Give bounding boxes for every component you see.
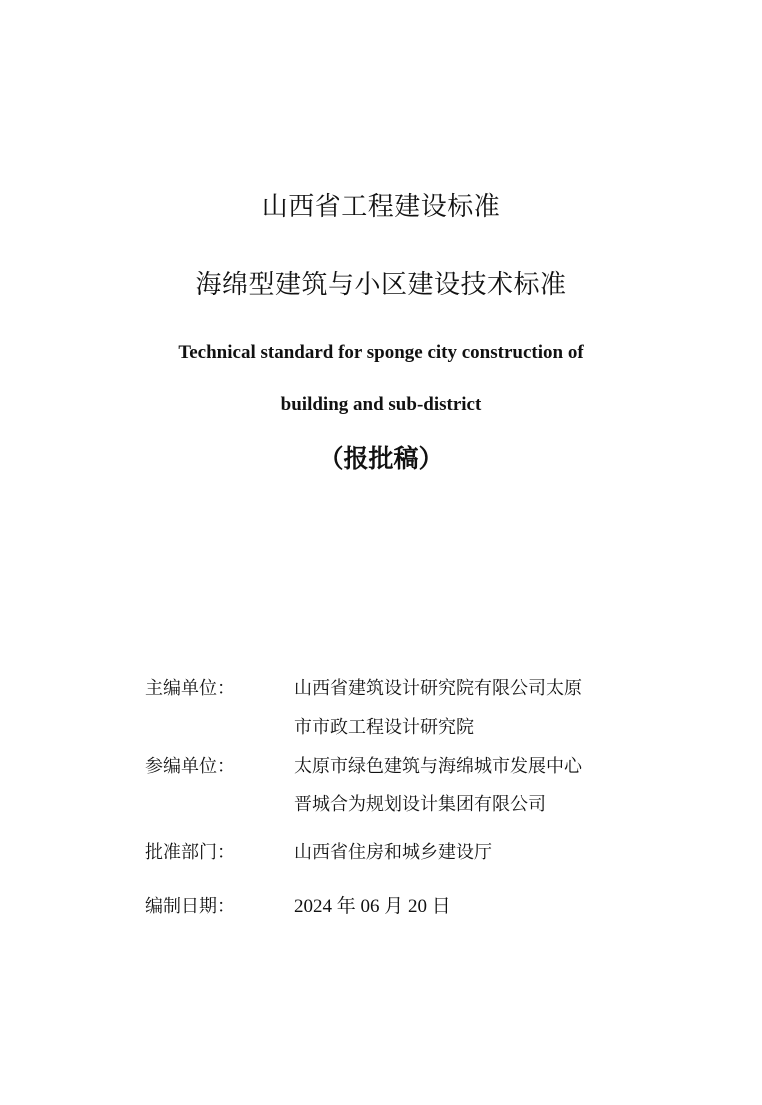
participating-editor-value-line2: 晋城合为规划设计集团有限公司	[294, 794, 546, 815]
draft-status: （报批稿）	[318, 444, 444, 473]
chief-editor-label: 主编单位：	[145, 678, 235, 699]
compilation-date-label: 编制日期：	[145, 896, 235, 917]
compilation-date-value: 2024 年 06 月 20 日	[294, 896, 451, 917]
chief-editor-value-line2: 市市政工程设计研究院	[294, 717, 474, 738]
standard-series-title: 山西省工程建设标准	[261, 192, 501, 222]
chief-editor-value-line1: 山西省建筑设计研究院有限公司太原	[294, 678, 582, 699]
participating-editor-value-line1: 太原市绿色建筑与海绵城市发展中心	[294, 756, 582, 777]
document-title-cn: 海绵型建筑与小区建设技术标准	[195, 270, 567, 300]
document-title-en-line2: building and sub-district	[280, 394, 482, 415]
participating-editor-label: 参编单位：	[145, 756, 235, 777]
approving-department-value: 山西省住房和城乡建设厅	[294, 842, 492, 863]
approving-department-label: 批准部门：	[145, 842, 235, 863]
document-title-en-line1: Technical standard for sponge city construction of	[178, 342, 584, 363]
